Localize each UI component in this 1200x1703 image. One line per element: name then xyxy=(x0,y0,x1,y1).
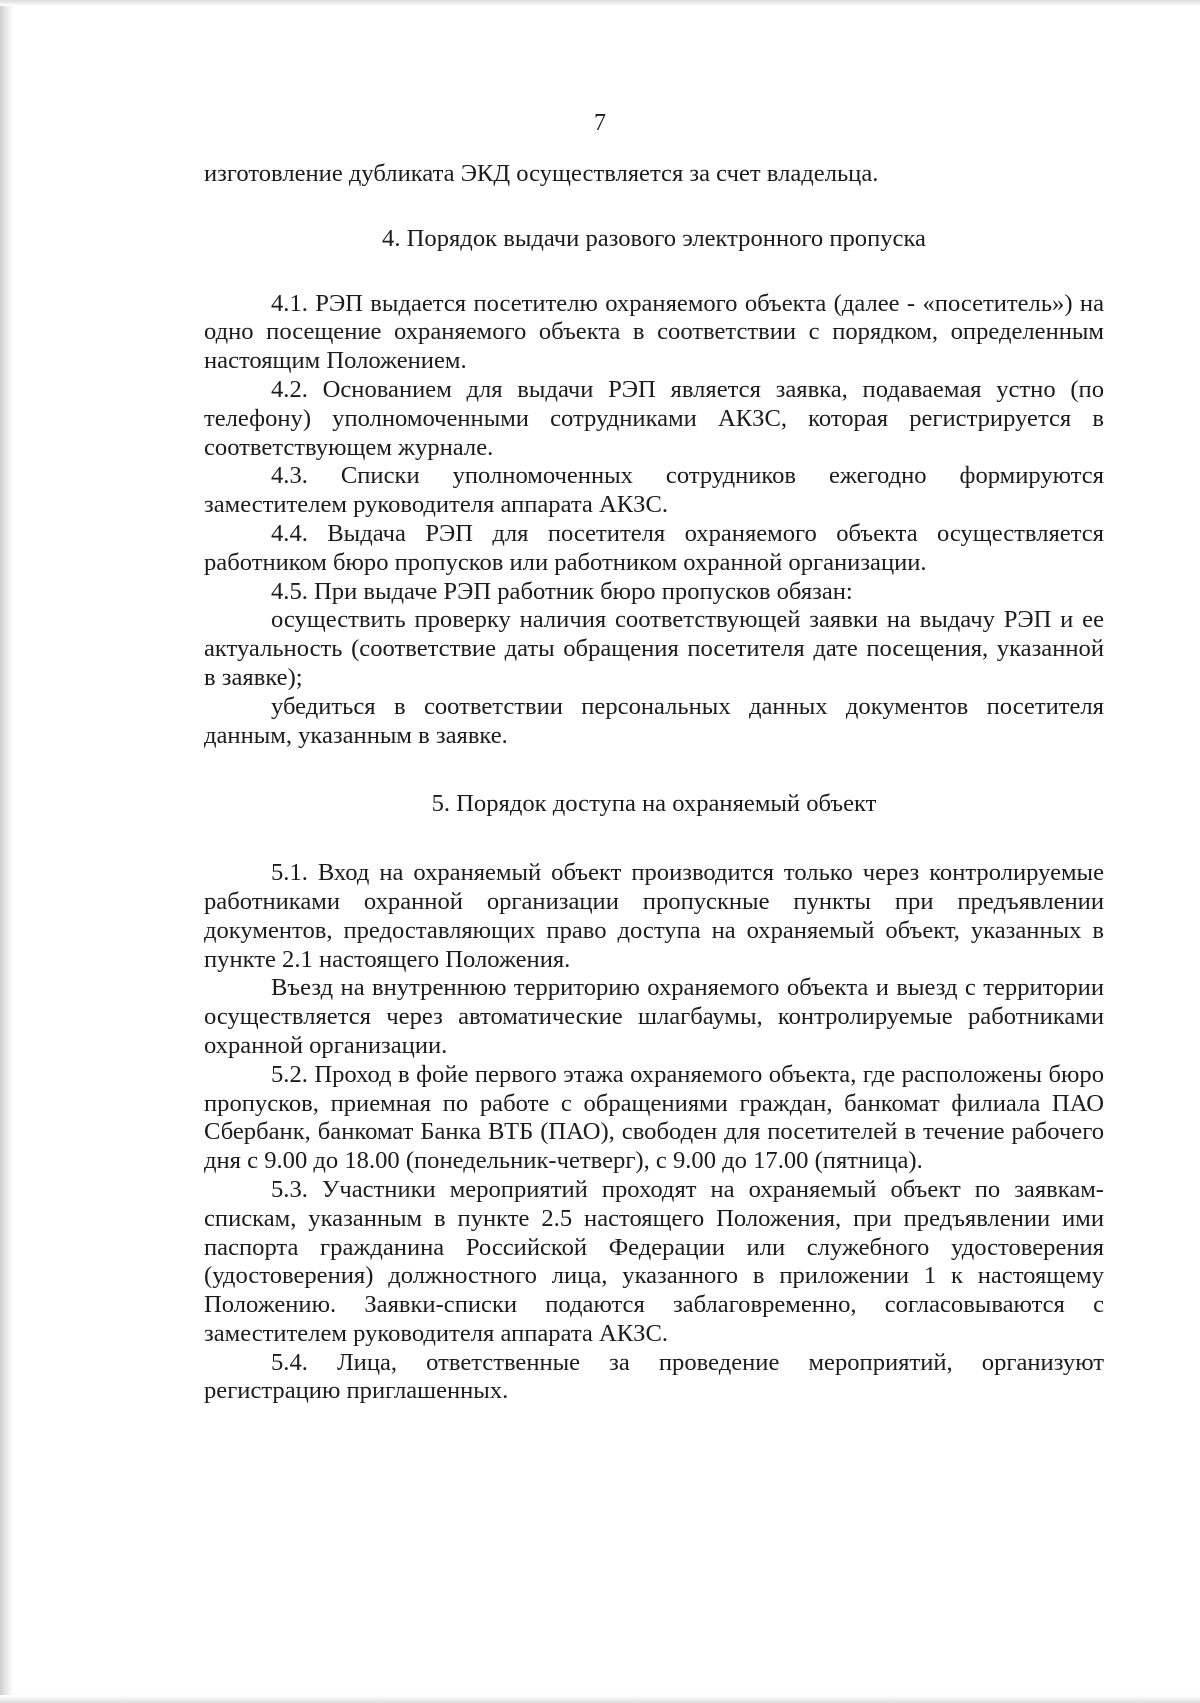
scan-edge-top xyxy=(0,0,1200,6)
paragraph: убедиться в соответствии персональных данных документов посетителя данным, указанным в заявке. xyxy=(204,692,1104,749)
paragraph: 4.5. При выдаче РЭП работник бюро пропусков обязан: xyxy=(271,577,853,605)
section-spacer xyxy=(204,750,1104,790)
section-spacer xyxy=(204,254,1104,290)
section-heading: 5. Порядок доступа на охраняемый объект xyxy=(431,790,877,818)
section-spacer xyxy=(204,189,1104,225)
paragraph: изготовление дубликата ЭКД осуществляется за счет владельца. xyxy=(204,160,879,187)
scan-edge-left xyxy=(0,0,14,1703)
document-body xyxy=(204,160,1104,1406)
paragraph: осуществить проверку наличия соответствующей заявки на выдачу РЭП и ее актуальность (соответствие даты обращения посетителя дате посещения, указанной в заявке); xyxy=(204,606,1104,691)
paragraph: 5.2. Проход в фойе первого этажа охраняемого объекта, где расположены бюро пропусков, приемная по работе с обращениями граждан, банкомат филиала ПАО Сбербанк, банкомат Банка ВТБ (ПАО), свободен для посетителей в течение рабочего дня с 9.00 до 18.00 (понедельник-четверг), с 9.00 до 17.00 (пятница). xyxy=(204,1060,1104,1175)
paragraph: 4.4. Выдача РЭП для посетителя охраняемого объекта осуществляется работником бюро пропусков или работником охранной организации. xyxy=(204,519,1104,576)
section-spacer xyxy=(204,819,1104,859)
paragraph: 4.3. Списки уполномоченных сотрудников ежегодно формируются заместителем руководителя аппарата АКЗС. xyxy=(204,462,1104,519)
paragraph: 5.4. Лица, ответственные за проведение мероприятий, организуют регистрацию приглашенных. xyxy=(204,1348,1104,1405)
paragraph: 4.1. РЭП выдается посетителю охраняемого объекта (далее - «посетитель») на одно посещение охраняемого объекта в соответствии с порядком, определенным настоящим Положением. xyxy=(204,289,1104,375)
paragraph: 4.2. Основанием для выдачи РЭП является заявка, подаваемая устно (по телефону) уполномоченными сотрудниками АКЗС, которая регистрируется в соответствующем журнале. xyxy=(204,375,1104,461)
paragraph: 5.3. Участники мероприятий проходят на охраняемый объект по заявкам-спискам, указанным в пункте 2.5 настоящего Положения, при предъявлении ими паспорта гражданина Российской Федерации или служебного удостоверения (удостоверения) должностного лица, указанного в приложении 1 к настоящему Положению. Заявки-списки подаются заблаговременно, согласовываются с заместителем руководителя аппарата АКЗС. xyxy=(204,1175,1104,1347)
page-number: 7 xyxy=(594,110,606,136)
paragraph: 5.1. Вход на охраняемый объект производится только через контролируемые работниками охранной организации пропускные пункты при предъявлении документов, предоставляющих право доступа на охраняемый объект, указанных в пункте 2.1 настоящего Положения. xyxy=(204,859,1104,973)
scan-edge-bottom xyxy=(0,1695,1200,1703)
paragraph: Въезд на внутреннюю территорию охраняемого объекта и выезд с территории осуществляется через автоматические шлагбаумы, контролируемые работниками охранной организации. xyxy=(204,974,1104,1059)
section-heading: 4. Порядок выдачи разового электронного пропуска xyxy=(382,224,926,252)
